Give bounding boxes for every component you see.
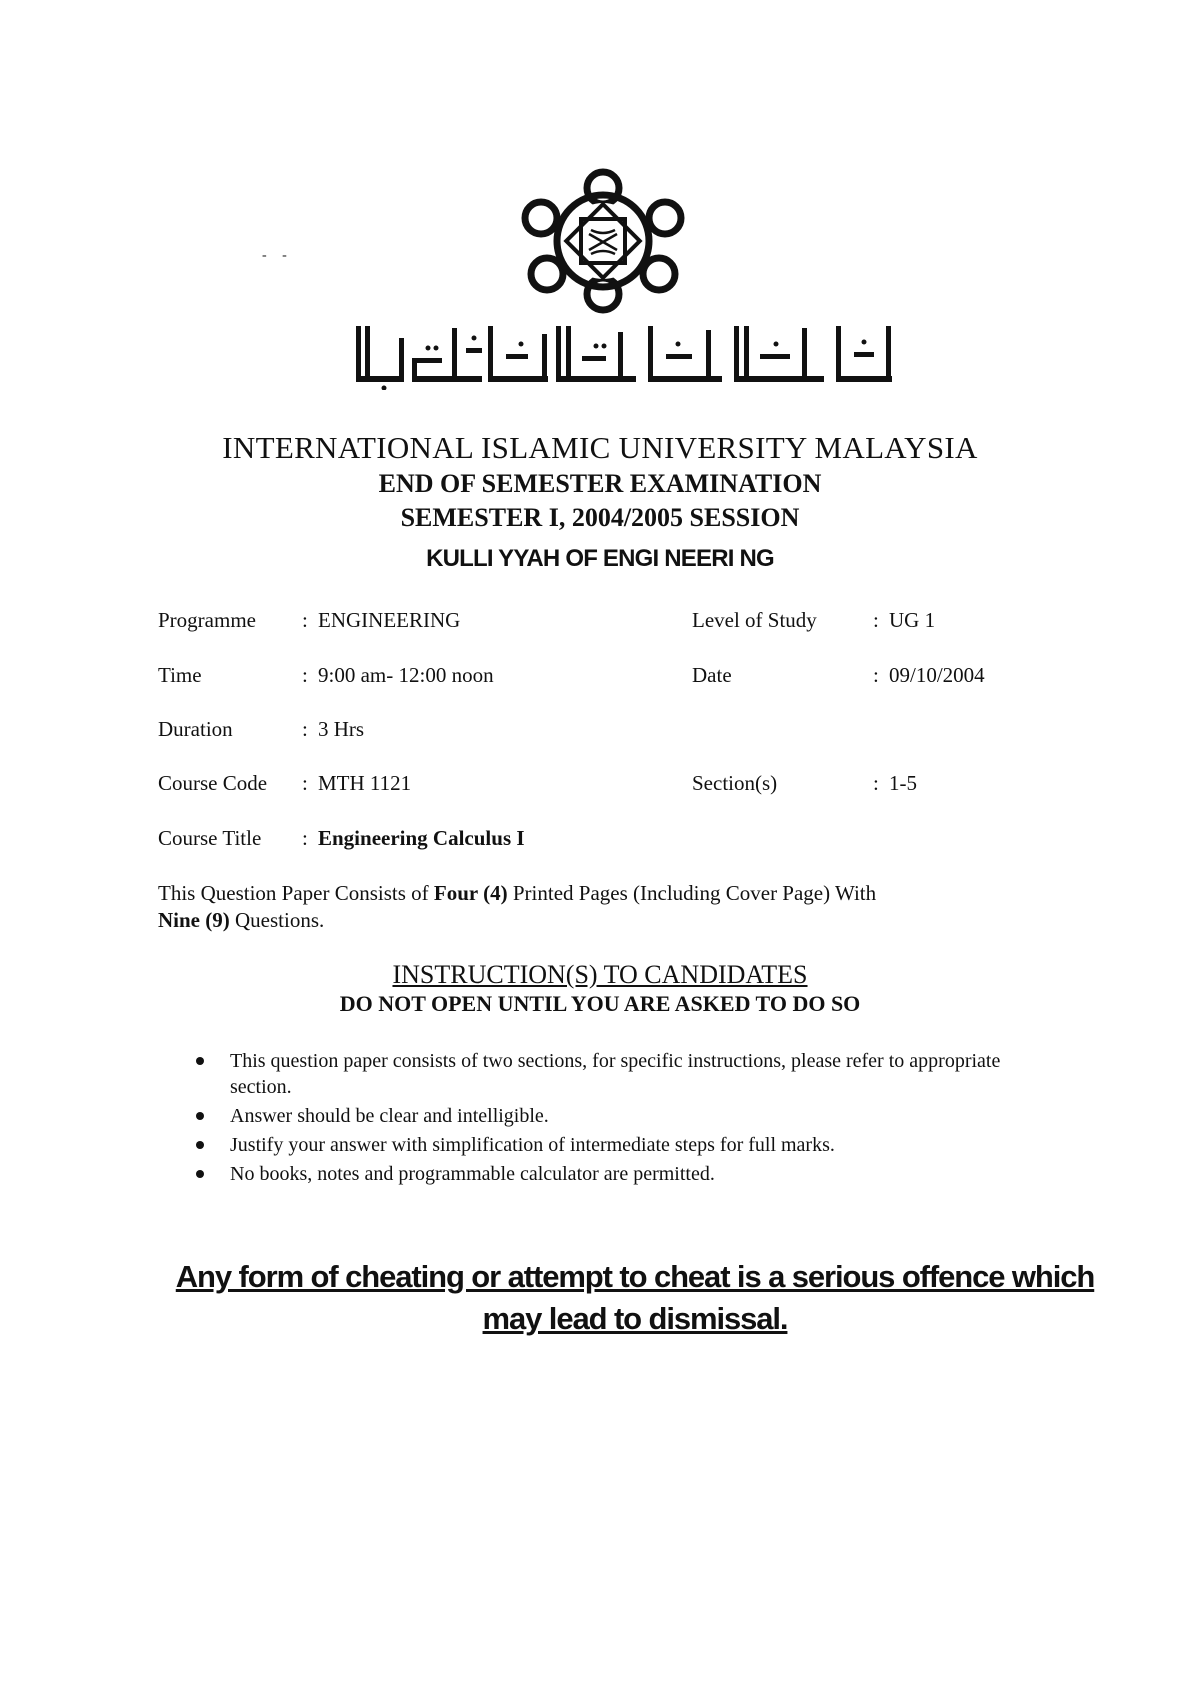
instruction-text: Answer should be clear and intelligible. — [230, 1105, 549, 1127]
paper-consists-statement — [158, 880, 1038, 934]
colon: : — [873, 663, 879, 687]
colon: : — [302, 663, 308, 687]
question-count: Nine (9) — [158, 908, 230, 932]
date-label: Date — [692, 663, 732, 687]
colon: : — [302, 771, 308, 795]
duration-label: Duration — [158, 717, 233, 741]
page-count: Four (4) — [433, 881, 508, 905]
list-item — [196, 1132, 1056, 1158]
list-item — [196, 1161, 1056, 1187]
programme-label: Programme — [158, 608, 256, 632]
university-name: INTERNATIONAL ISLAMIC UNIVERSITY MALAYSIA — [222, 430, 978, 465]
consists-text: This Question Paper Consists of — [158, 881, 434, 905]
list-item — [196, 1103, 1056, 1129]
colon: : — [302, 826, 308, 850]
list-item — [196, 1048, 1056, 1100]
semester-session: SEMESTER I, 2004/2005 SESSION — [400, 503, 800, 532]
time-value: 9:00 am- 12:00 noon — [318, 663, 494, 687]
programme-value: ENGINEERING — [318, 608, 461, 632]
time-label: Time — [158, 663, 202, 687]
colon: : — [873, 608, 879, 632]
instruction-text: This question paper consists of two sections, for specific instructions, please refer to appropriate section. — [230, 1050, 1001, 1098]
duration-value: 3 Hrs — [318, 717, 365, 741]
bullet-icon — [196, 1141, 204, 1149]
instructions-title: INSTRUCTION(S) TO CANDIDATES — [392, 960, 808, 989]
iium-arabic-name-icon — [356, 318, 892, 390]
cheating-warning: Any form of cheating or attempt to cheat is a serious offence which may lead to dismissal. — [175, 1259, 1095, 1336]
section-label: Section(s) — [692, 771, 778, 795]
colon: : — [302, 717, 308, 741]
consists-text: Printed Pages (Including Cover Page) With — [507, 881, 877, 905]
date-value: 09/10/2004 — [889, 663, 985, 687]
instruction-text: No books, notes and programmable calculator are permitted. — [230, 1163, 715, 1185]
kulliyyah-name: KULLI YYAH OF ENGI NEERI NG — [426, 545, 774, 572]
colon: : — [302, 608, 308, 632]
bullet-icon — [196, 1112, 204, 1120]
instruction-text: Justify your answer with simplification of intermediate steps for full marks. — [230, 1134, 835, 1156]
bullet-icon — [196, 1057, 204, 1065]
instructions-list — [196, 1048, 1056, 1190]
iium-emblem-icon — [519, 166, 687, 316]
course-title-label: Course Title — [158, 826, 262, 850]
course-title-value: Engineering Calculus I — [318, 826, 525, 850]
consists-text: Questions. — [229, 908, 325, 932]
exam-title: END OF SEMESTER EXAMINATION — [378, 469, 822, 498]
course-code-value: MTH 1121 — [318, 771, 412, 795]
section-value: 1-5 — [889, 771, 917, 795]
bullet-icon — [196, 1170, 204, 1178]
course-code-label: Course Code — [158, 771, 268, 795]
stray-marks: - - — [262, 248, 293, 263]
instructions-subtitle: DO NOT OPEN UNTIL YOU ARE ASKED TO DO SO — [339, 991, 861, 1016]
colon: : — [873, 771, 879, 795]
level-label: Level of Study — [692, 608, 817, 632]
level-value: UG 1 — [889, 608, 936, 632]
